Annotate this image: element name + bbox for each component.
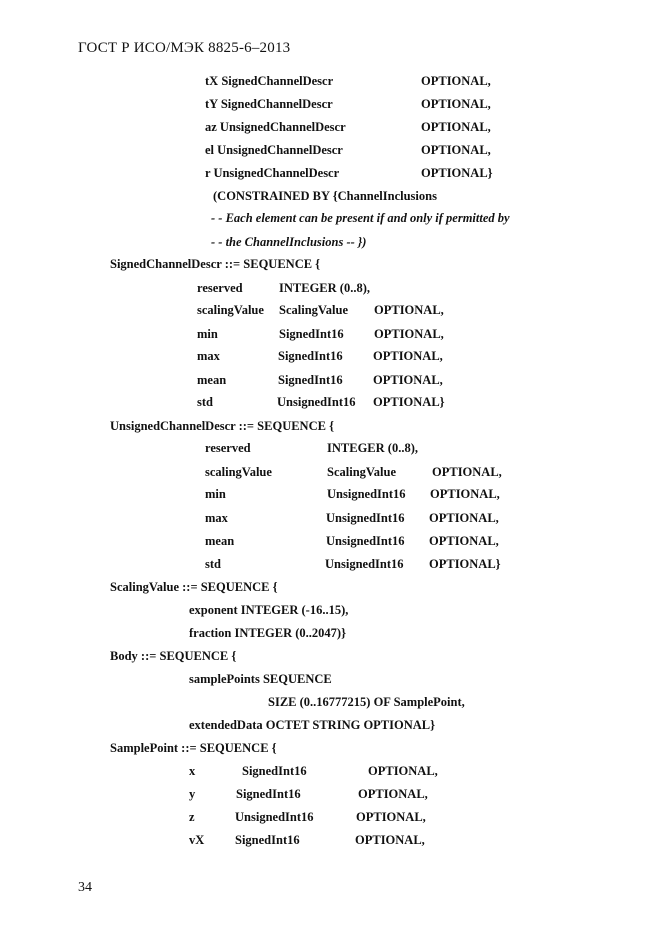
code-field-type: INTEGER (0..8), [279, 281, 370, 295]
code-field-line: extendedData OCTET STRING OPTIONAL} [189, 718, 436, 732]
code-optional: OPTIONAL, [374, 303, 444, 317]
code-field-type: UnsignedInt16 [326, 511, 405, 525]
code-optional: OPTIONAL, [421, 97, 491, 111]
code-field-line: samplePoints SEQUENCE [189, 672, 332, 686]
code-field-type: SignedInt16 [236, 787, 301, 801]
code-comment: - - the ChannelInclusions -- }) [211, 235, 367, 249]
code-optional: OPTIONAL, [373, 373, 443, 387]
code-field-type: ScalingValue [327, 465, 397, 479]
code-optional: OPTIONAL, [430, 487, 500, 501]
code-field-name: z [189, 810, 195, 824]
code-optional: OPTIONAL} [429, 557, 501, 571]
code-type-definition: SamplePoint ::= SEQUENCE { [110, 741, 277, 755]
code-field-r: r UnsignedChannelDescr [205, 166, 340, 180]
code-field-name: max [197, 349, 220, 363]
code-field-name: reserved [197, 281, 243, 295]
code-constraint: (CONSTRAINED BY {ChannelInclusions [213, 189, 437, 203]
code-optional: OPTIONAL, [421, 143, 491, 157]
code-field-type: SignedInt16 [235, 833, 300, 847]
code-field-type: SignedInt16 [242, 764, 307, 778]
code-field-name: std [197, 395, 213, 409]
code-field-type: SignedInt16 [278, 373, 343, 387]
code-comment: - - Each element can be present if and only if permitted by [211, 211, 510, 225]
code-field-name: scalingValue [197, 303, 264, 317]
code-optional: OPTIONAL, [432, 465, 502, 479]
code-optional: OPTIONAL, [429, 511, 499, 525]
code-optional: OPTIONAL, [355, 833, 425, 847]
code-field-name: reserved [205, 441, 251, 455]
code-optional: OPTIONAL, [373, 349, 443, 363]
code-field-type: UnsignedInt16 [327, 487, 406, 501]
code-field-name: mean [205, 534, 235, 548]
code-optional: OPTIONAL, [368, 764, 438, 778]
code-field-type: SignedInt16 [278, 349, 343, 363]
code-type-definition: SignedChannelDescr ::= SEQUENCE { [110, 257, 321, 271]
code-field-type: UnsignedInt16 [235, 810, 314, 824]
code-field-name: vX [189, 833, 205, 847]
code-optional: OPTIONAL} [421, 166, 493, 180]
code-field-name: std [205, 557, 221, 571]
code-optional: OPTIONAL, [356, 810, 426, 824]
code-field-line: SIZE (0..16777215) OF SamplePoint, [268, 695, 465, 709]
code-optional: OPTIONAL, [421, 120, 491, 134]
code-field-name: mean [197, 373, 227, 387]
code-field-type: ScalingValue [279, 303, 349, 317]
code-optional: OPTIONAL, [358, 787, 428, 801]
code-field-name: scalingValue [205, 465, 272, 479]
code-field-type: UnsignedInt16 [325, 557, 404, 571]
code-field-name: min [197, 327, 218, 341]
code-optional: OPTIONAL} [373, 395, 445, 409]
code-optional: OPTIONAL, [421, 74, 491, 88]
page-number: 34 [78, 880, 92, 895]
code-field-line: fraction INTEGER (0..2047)} [189, 626, 347, 640]
code-type-definition: Body ::= SEQUENCE { [110, 649, 237, 663]
code-type-definition: UnsignedChannelDescr ::= SEQUENCE { [110, 419, 334, 433]
code-optional: OPTIONAL, [374, 327, 444, 341]
code-field-type: SignedInt16 [279, 327, 344, 341]
code-field-name: max [205, 511, 228, 525]
code-field-line: exponent INTEGER (-16..15), [189, 603, 349, 617]
code-field-name: min [205, 487, 226, 501]
code-field-type: INTEGER (0..8), [327, 441, 418, 455]
page-header: ГОСТ Р ИСО/МЭК 8825-6–2013 [78, 40, 291, 56]
code-optional: OPTIONAL, [429, 534, 499, 548]
code-field-ty: tY SignedChannelDescr [205, 97, 333, 111]
code-field-name: x [189, 764, 196, 778]
code-field-type: UnsignedInt16 [326, 534, 405, 548]
code-type-definition: ScalingValue ::= SEQUENCE { [110, 580, 278, 594]
code-field-name: y [189, 787, 196, 801]
code-field-type: UnsignedInt16 [277, 395, 356, 409]
code-field-tx: tX SignedChannelDescr [205, 74, 334, 88]
code-field-az: az UnsignedChannelDescr [205, 120, 346, 134]
code-field-el: el UnsignedChannelDescr [205, 143, 343, 157]
